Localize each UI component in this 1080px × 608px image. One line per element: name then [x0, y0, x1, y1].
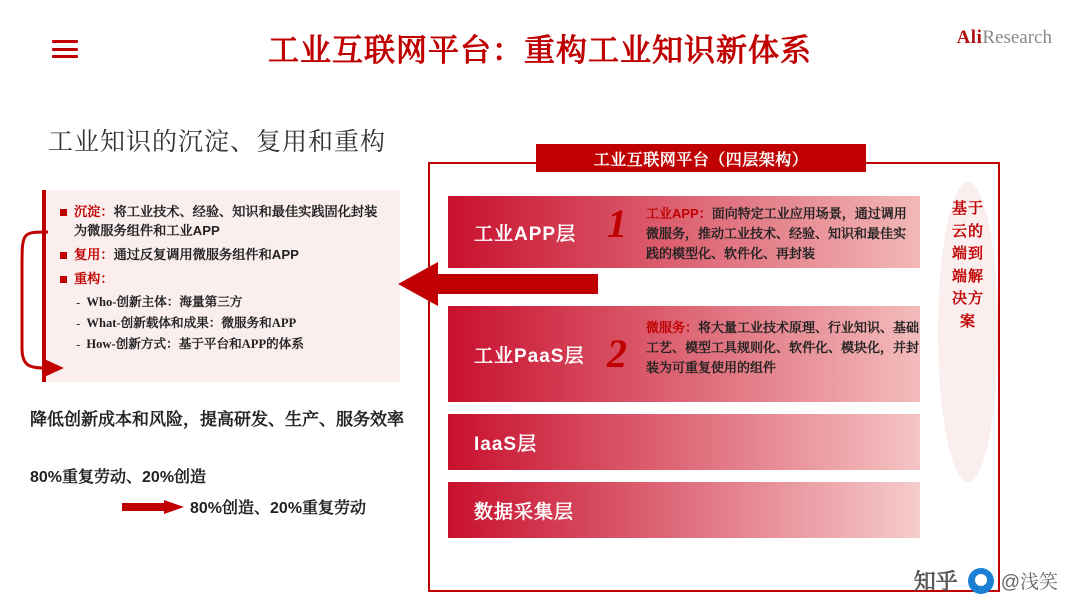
- sub-bullet-text: What-创新载体和成果：微服务和APP: [86, 315, 297, 330]
- left-heading: 工业知识的沉淀、复用和重构: [48, 128, 387, 156]
- callout-keyword: 工业APP：: [646, 206, 712, 221]
- watermark-site: 知乎: [913, 569, 958, 594]
- dash-icon: -: [76, 336, 81, 352]
- efficiency-note: 降低创新成本和风险，提高研发、生产、服务效率: [30, 410, 404, 429]
- frame-title-banner: 工业互联网平台（四层架构）: [536, 144, 866, 172]
- list-item: [76, 315, 388, 333]
- bullet-body: 通过反复调用微服务组件和APP: [113, 247, 299, 263]
- dash-icon: -: [76, 315, 81, 331]
- watermark: [914, 565, 1058, 596]
- square-bullet-icon: [60, 209, 67, 216]
- layer-label: IaaS层: [474, 433, 538, 455]
- layer-label: 工业APP层: [474, 223, 577, 245]
- brand-research-text: Research: [982, 27, 1052, 48]
- bullet-keyword: 重构：: [74, 271, 114, 287]
- bullet-keyword: 沉淀：: [74, 204, 114, 219]
- bullet-text: [74, 202, 388, 240]
- callout-body: 将大量工业技术原理、行业知识、基础工艺、模型工具规则化、软件化、模块化，并封装为可重复使用的组件: [646, 320, 920, 376]
- list-item: [60, 269, 388, 288]
- curved-arrow-icon: [18, 228, 68, 376]
- big-left-arrow-icon: [398, 262, 598, 306]
- callout-keyword: 微服务：: [646, 320, 699, 335]
- end-to-end-oval-label: 基于云的端到端解决方案: [951, 200, 984, 330]
- callout-body: 面向特定工业应用场景，通过调用微服务，推动工业技术、经验、知识和最佳实践的模型化、软件化、再封装: [646, 206, 907, 262]
- dash-icon: -: [76, 294, 81, 310]
- brand-ali-text: Ali: [956, 27, 983, 48]
- page-title: 工业互联网平台：重构工业知识新体系: [268, 33, 812, 68]
- watermark-user: @浅笑: [1000, 572, 1058, 593]
- percent-line-after: 80%创造、20%重复劳动: [190, 500, 367, 517]
- step-number-1: 1: [607, 201, 627, 246]
- layer-label: 数据采集层: [474, 501, 575, 523]
- bullet-text: [74, 245, 299, 264]
- list-item: [60, 245, 388, 264]
- knowledge-bullet-card: [42, 190, 400, 382]
- avatar: [968, 568, 994, 594]
- list-item: [76, 336, 388, 354]
- bullet-keyword: 复用：: [74, 247, 114, 263]
- list-item: [60, 202, 388, 240]
- bullet-text: [74, 269, 114, 288]
- layer-label: 工业PaaS层: [474, 345, 585, 367]
- percent-line-before: 80%重复劳动、20%创造: [30, 469, 207, 486]
- sub-bullet-text: How-创新方式：基于平台和APP的体系: [86, 336, 304, 351]
- layer-iaas[interactable]: [448, 414, 920, 470]
- callout-industrial-app: [646, 204, 912, 264]
- right-arrow-icon: [122, 500, 184, 514]
- frame-top-right-segment: [862, 162, 1000, 164]
- callout-microservice: [646, 318, 922, 378]
- brand-logo: [957, 27, 1052, 49]
- bullet-body: 将工业技术、经验、知识和最佳实践固化封装为微服务组件和工业APP: [74, 204, 378, 239]
- frame-top-left-segment: [428, 162, 538, 164]
- list-item: [76, 294, 388, 312]
- layer-data-collection[interactable]: [448, 482, 920, 538]
- step-number-2: 2: [607, 331, 627, 376]
- sub-bullet-text: Who-创新主体：海量第三方: [86, 294, 243, 309]
